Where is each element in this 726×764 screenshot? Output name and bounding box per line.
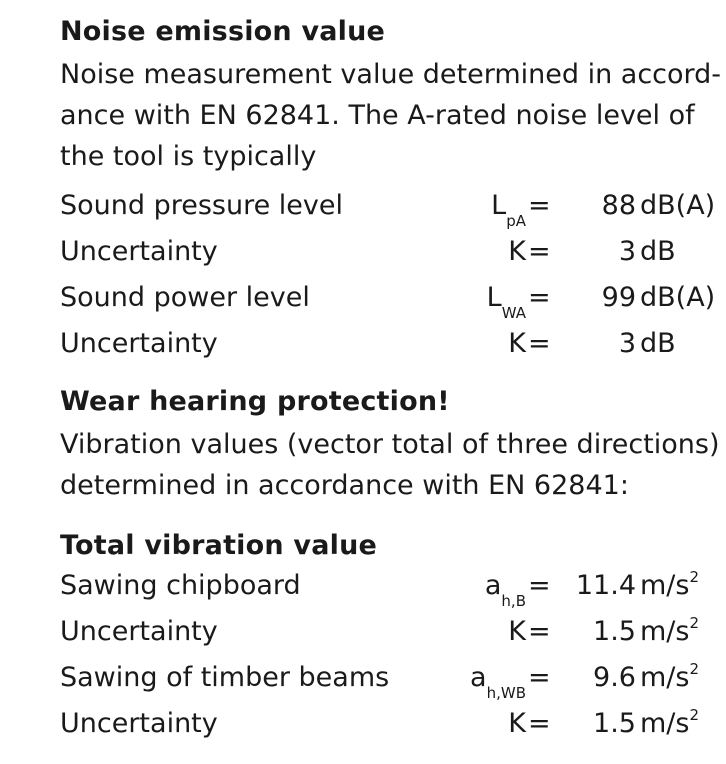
row-unit: dB(A) [640,190,716,221]
row-symbol: K [508,328,526,359]
noise-row-uncertainty-1 [60,236,720,276]
row-equals: = [528,708,551,739]
row-unit: dB [640,328,676,359]
row-symbol: K [508,236,526,267]
noise-heading: Noise emission value [60,16,386,47]
row-unit: dB(A) [640,282,716,313]
row-unit: $m/s^2$ [640,660,700,693]
spec-sheet [60,0,720,764]
noise-intro-line: the tool is typically [60,141,317,172]
row-value: 3 [618,328,636,359]
vibration-row-timber-beams [60,662,720,702]
row-value: 1.5 [593,616,636,647]
row-label: Uncertainty [60,236,218,267]
row-unit: $m/s^2$ [640,568,700,601]
row-label: Sound pressure level [60,190,344,221]
row-symbol: $L_{pA}$ [491,190,526,230]
vibration-row-chipboard [60,570,720,610]
row-unit: $m/s^2$ [640,706,700,739]
row-equals: = [528,282,551,313]
vibration-row-uncertainty-2 [60,708,720,748]
row-value: 11.4 [575,570,636,601]
vibration-intro [60,424,719,506]
row-equals: = [528,328,551,359]
noise-row-sound-power [60,282,720,322]
noise-intro-line: Noise measurement value determined in accord- [60,59,722,90]
vibration-intro-line: Vibration values (vector total of three directions) [60,429,720,460]
noise-intro [60,54,721,177]
row-equals: = [528,190,551,221]
noise-row-uncertainty-2 [60,328,720,368]
row-value: 9.6 [593,662,636,693]
vibration-row-uncertainty-1 [60,616,720,656]
row-equals: = [528,662,551,693]
row-unit: dB [640,236,676,267]
noise-intro-line: ance with EN 62841. The A-rated noise level of [60,100,695,131]
row-equals: = [528,616,551,647]
row-label: Sound power level [60,282,310,313]
row-value: 3 [618,236,636,267]
row-value: 1.5 [593,708,636,739]
row-label: Uncertainty [60,616,218,647]
vibration-intro-line: determined in accordance with EN 62841: [60,470,629,501]
row-equals: = [528,570,551,601]
row-equals: = [528,236,551,267]
row-symbol: $a_{h,WB}$ [470,662,526,702]
vibration-heading: Total vibration value [60,530,378,561]
row-symbol: K [508,616,526,647]
row-unit: $m/s^2$ [640,614,700,647]
row-label: Sawing of timber beams [60,662,390,693]
row-value: 99 [601,282,636,313]
row-label: Uncertainty [60,708,218,739]
row-label: Uncertainty [60,328,218,359]
row-symbol: K [508,708,526,739]
row-symbol: $a_{h,B}$ [484,570,526,610]
row-value: 88 [601,190,636,221]
row-symbol: $L_{WA}$ [486,282,526,322]
noise-row-sound-pressure [60,190,720,230]
row-label: Sawing chipboard [60,570,301,601]
protection-heading: Wear hearing protection! [60,386,450,417]
